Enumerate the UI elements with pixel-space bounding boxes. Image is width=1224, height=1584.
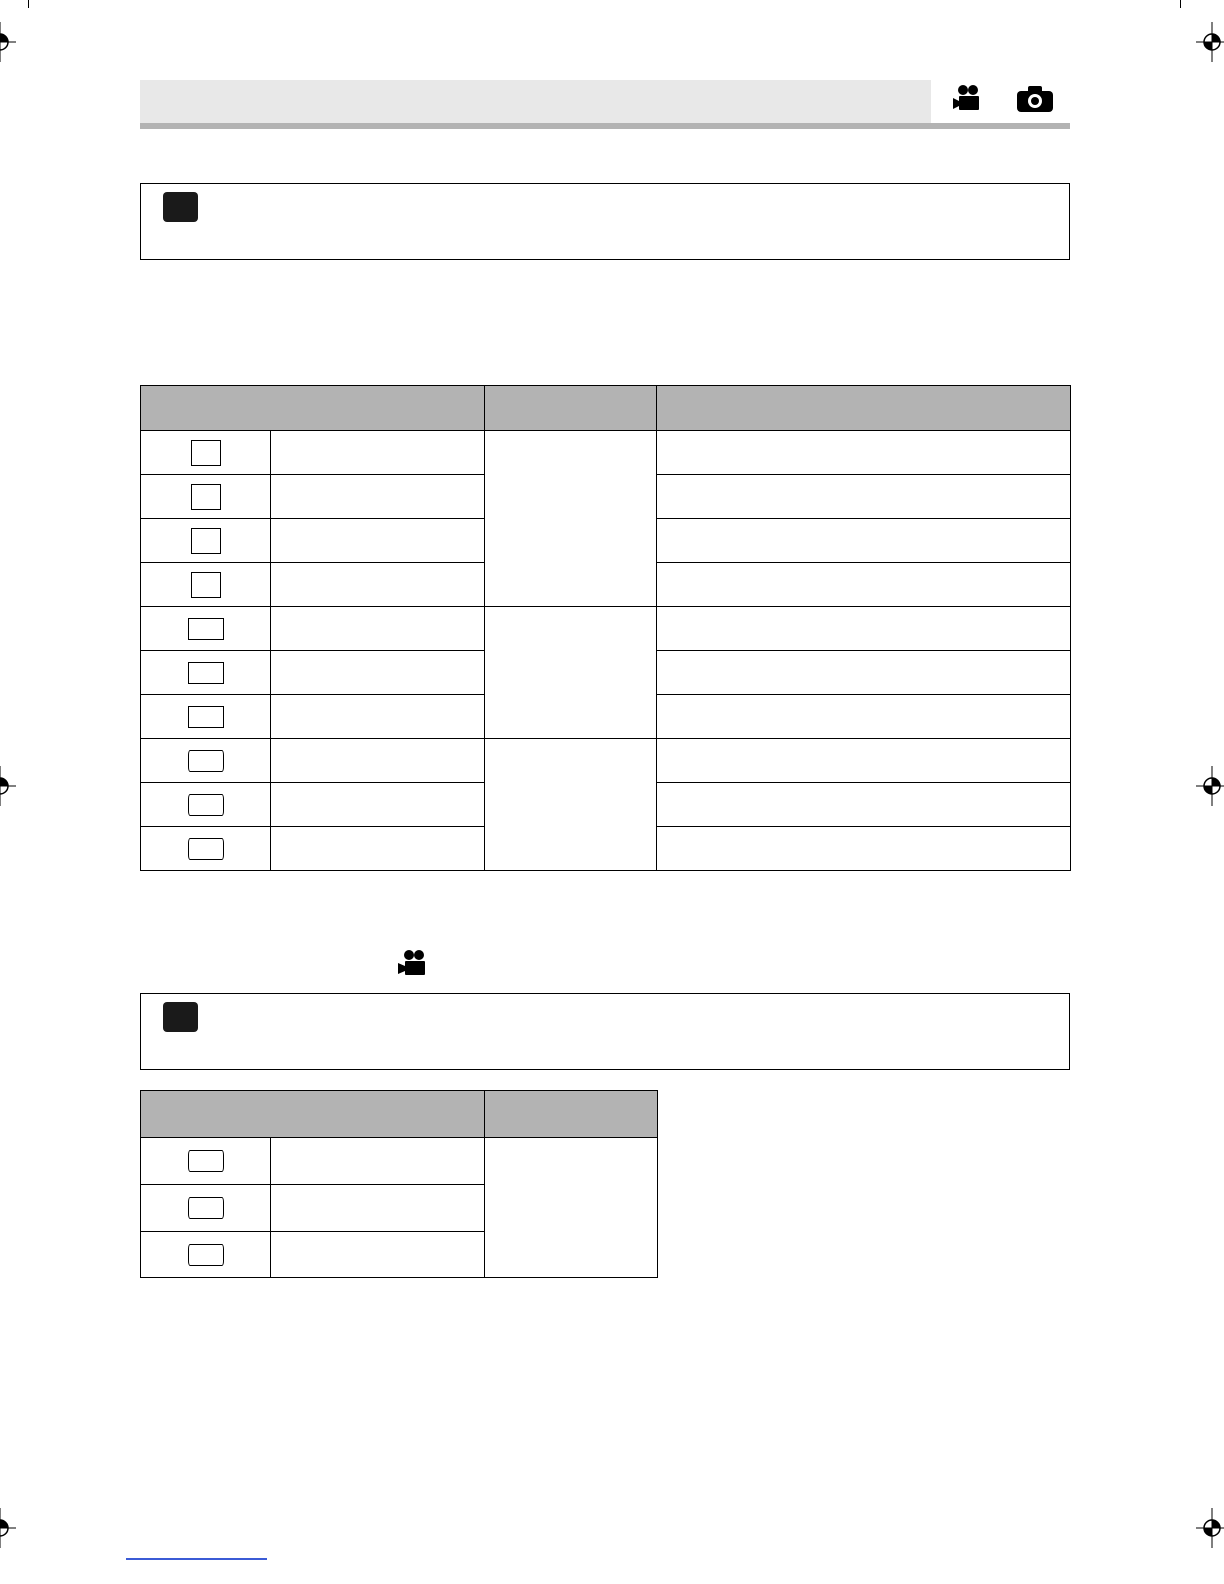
- movie-camera-icon: [398, 949, 428, 977]
- note-marker-icon: [163, 1002, 198, 1032]
- registration-mark-bottom-right: [1192, 1508, 1224, 1548]
- wide-frame-icon: [188, 1244, 224, 1266]
- square-frame-icon: [191, 572, 221, 598]
- wide-frame-icon: [188, 794, 224, 816]
- crop-mark: [28, 0, 29, 8]
- registration-mark-mid-right: [1192, 766, 1224, 806]
- row-name: [271, 1232, 485, 1278]
- row-description: [657, 519, 1071, 563]
- standard-frame-icon: [188, 618, 224, 640]
- row-description: [657, 783, 1071, 827]
- row-name: [271, 607, 485, 651]
- row-name: [271, 563, 485, 607]
- settings-table: [140, 385, 1071, 871]
- group-cell: [485, 607, 657, 739]
- row-name: [271, 651, 485, 695]
- table-row: [141, 1138, 658, 1185]
- standard-frame-icon: [188, 706, 224, 728]
- row-description: [657, 739, 1071, 783]
- table-header: [141, 1091, 485, 1138]
- row-name: [271, 431, 485, 475]
- square-frame-icon: [191, 440, 221, 466]
- group-cell: [485, 431, 657, 607]
- table-header: [485, 386, 657, 431]
- row-name: [271, 783, 485, 827]
- table-row: [141, 739, 1071, 783]
- row-name: [271, 519, 485, 563]
- row-name: [271, 1138, 485, 1185]
- table-header: [141, 386, 485, 431]
- row-description: [657, 563, 1071, 607]
- crop-mark: [1180, 0, 1181, 8]
- movie-camera-icon: [953, 84, 983, 112]
- row-name: [271, 475, 485, 519]
- row-description: [657, 475, 1071, 519]
- still-camera-icon: [1017, 86, 1053, 112]
- movie-settings-table: [140, 1090, 658, 1278]
- footer-link-underline[interactable]: [126, 1558, 267, 1560]
- square-frame-icon: [191, 484, 221, 510]
- standard-frame-icon: [188, 662, 224, 684]
- square-frame-icon: [191, 528, 221, 554]
- group-cell: [485, 739, 657, 871]
- registration-mark-top-right: [1192, 22, 1224, 62]
- note-box: [140, 993, 1070, 1070]
- row-description: [657, 431, 1071, 475]
- header-rule: [140, 123, 1070, 129]
- group-cell: [485, 1138, 658, 1278]
- row-name: [271, 695, 485, 739]
- row-description: [657, 695, 1071, 739]
- note-box: [140, 183, 1070, 260]
- row-description: [657, 651, 1071, 695]
- row-description: [657, 827, 1071, 871]
- table-row: [141, 431, 1071, 475]
- wide-frame-icon: [188, 750, 224, 772]
- header-bar: [140, 80, 931, 124]
- note-marker-icon: [163, 192, 198, 222]
- table-row: [141, 607, 1071, 651]
- wide-frame-icon: [188, 1150, 224, 1172]
- row-description: [657, 607, 1071, 651]
- table-header: [485, 1091, 658, 1138]
- row-name: [271, 827, 485, 871]
- row-name: [271, 739, 485, 783]
- registration-mark-mid-left: [0, 766, 28, 806]
- wide-frame-icon: [188, 1197, 224, 1219]
- registration-mark-bottom-left: [0, 1508, 28, 1548]
- wide-frame-icon: [188, 838, 224, 860]
- row-name: [271, 1185, 485, 1232]
- registration-mark-top-left: [0, 22, 28, 62]
- table-header: [657, 386, 1071, 431]
